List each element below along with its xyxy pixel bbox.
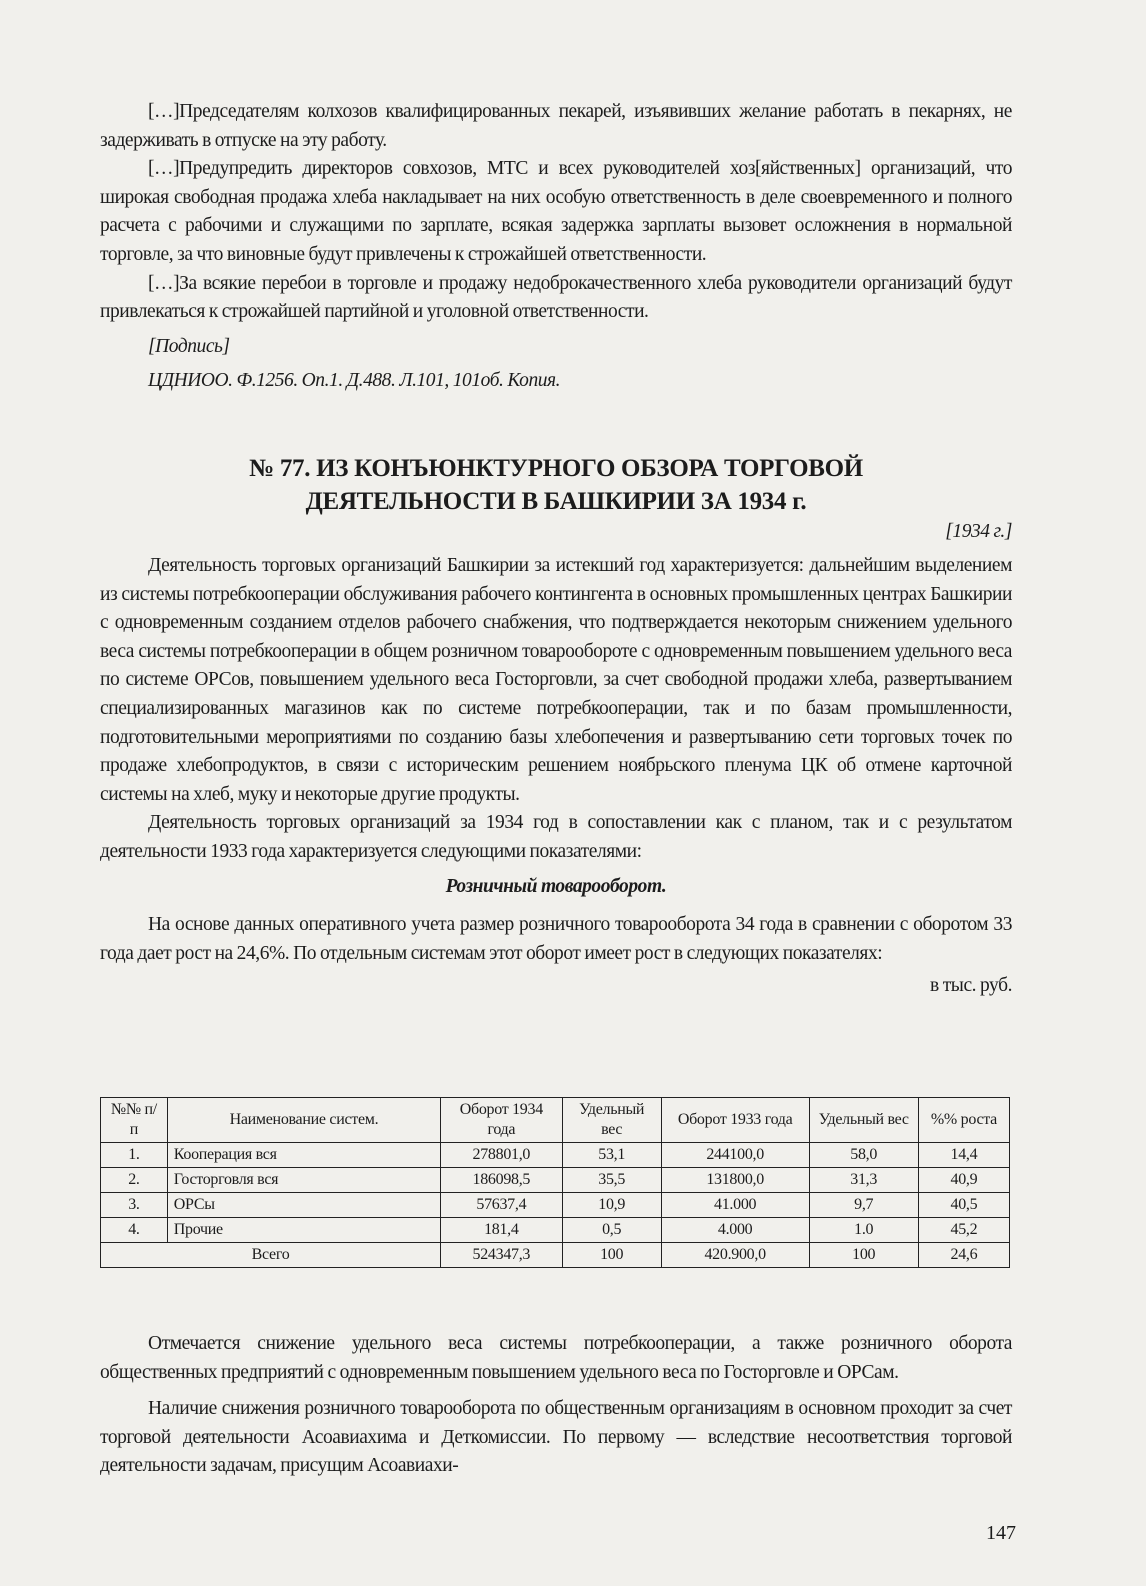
cell: 524347,3 bbox=[441, 1243, 562, 1268]
header-cell: Удельный вес bbox=[562, 1098, 661, 1143]
paragraph: […]Председателям колхозов квалифицированных пекарей, изъявивших желание работать в пекарнях, не задерживать в отпуске на эту работу. bbox=[100, 101, 1012, 151]
table-total-row bbox=[101, 1243, 1010, 1268]
table-header-row bbox=[101, 1098, 1010, 1143]
turnover-table bbox=[100, 1097, 1010, 1268]
cell: 57637,4 bbox=[441, 1193, 562, 1218]
cell: 420.900,0 bbox=[661, 1243, 809, 1268]
table-row bbox=[101, 1168, 1010, 1193]
cell: 31,3 bbox=[809, 1168, 918, 1193]
cell: 100 bbox=[809, 1243, 918, 1268]
paragraph: Отмечается снижение удельного веса системы потребкооперации, а также розничного оборота общественных предприятий с одновременным повышением удельного веса по Госторговле и ОРСам. bbox=[100, 1333, 1012, 1383]
cell: 181,4 bbox=[441, 1218, 562, 1243]
header-cell: Наименование систем. bbox=[167, 1098, 440, 1143]
units-label: в тыс. руб. bbox=[930, 975, 1012, 997]
cell: 2. bbox=[101, 1168, 168, 1193]
cell: Кооперация вся bbox=[167, 1143, 440, 1168]
subheading: Розничный товарооборот. bbox=[445, 875, 667, 897]
header-cell: №№ п/п bbox=[101, 1098, 168, 1143]
cell: 100 bbox=[562, 1243, 661, 1268]
cell: 0,5 bbox=[562, 1218, 661, 1243]
cell: 24,6 bbox=[918, 1243, 1009, 1268]
cell: Госторговля вся bbox=[167, 1168, 440, 1193]
cell: 58,0 bbox=[809, 1143, 918, 1168]
cell: 1. bbox=[101, 1143, 168, 1168]
paragraph: Деятельность торговых организаций за 1934 год в сопоставлении как с планом, так и с результатом деятельности 1933 года характеризуется следующими показателями: bbox=[100, 812, 1012, 862]
heading-line-2: ДЕЯТЕЛЬНОСТИ В БАШКИРИИ ЗА 1934 г. bbox=[305, 488, 807, 515]
header-cell: %% роста bbox=[918, 1098, 1009, 1143]
paragraph: […]Предупредить директоров совхозов, МТС и всех руководителей хоз[яйственных] организаций, что широкая свободная продажа хлеба накладывает на них особую ответственность в деле своевременного и полного расчета с рабочими и служащими по зарплате, всякая задержка зарплаты вызовет осложнения в нормальной торговле, за что виновные будут привлечены к строжайшей ответственности. bbox=[100, 158, 1012, 265]
cell: 40,9 bbox=[918, 1168, 1009, 1193]
paragraph: […]За всякие перебои в торговле и продажу недоброкачественного хлеба руководители организаций будут привлекаться к строжайшей партийной и уголовной ответственности. bbox=[100, 272, 1012, 323]
cell: 45,2 bbox=[918, 1218, 1009, 1243]
cell: Всего bbox=[101, 1243, 441, 1268]
cell: 10,9 bbox=[562, 1193, 661, 1218]
cell: 3. bbox=[101, 1193, 168, 1218]
cell: 186098,5 bbox=[441, 1168, 562, 1193]
cell: 4.000 bbox=[661, 1218, 809, 1243]
paragraph: На основе данных оперативного учета размер розничного товарооборота 34 года в сравнении с оборотом 33 года дает рост на 24,6%. По отдельным системам этот оборот имеет рост в следующих показателях: bbox=[100, 914, 1012, 964]
header-cell: Оборот 1934 года bbox=[441, 1098, 562, 1143]
cell: 278801,0 bbox=[441, 1143, 562, 1168]
cell: 53,1 bbox=[562, 1143, 661, 1168]
table-row bbox=[101, 1143, 1010, 1168]
cell: 4. bbox=[101, 1218, 168, 1243]
header-cell: Удельный вес bbox=[809, 1098, 918, 1143]
header-cell: Оборот 1933 года bbox=[661, 1098, 809, 1143]
body-section bbox=[100, 552, 1012, 1001]
cell: 131800,0 bbox=[661, 1168, 809, 1193]
document-heading bbox=[100, 452, 1012, 547]
paragraph: Наличие снижения розничного товарооборота по общественным организациям в основном проходит за счет торговой деятельности Асоавиахима и Деткомиссии. По первому — вследствие несоответствия торговой деятельности задачам, присущим Асоавиахи- bbox=[100, 1398, 1012, 1477]
document-date: [1934 г.] bbox=[945, 521, 1012, 542]
cell: ОРСы bbox=[167, 1193, 440, 1218]
cell: 41.000 bbox=[661, 1193, 809, 1218]
table-row bbox=[101, 1193, 1010, 1218]
cell: 14,4 bbox=[918, 1143, 1009, 1168]
after-table-section bbox=[100, 1330, 1012, 1481]
cell: 35,5 bbox=[562, 1168, 661, 1193]
cell: 40,5 bbox=[918, 1193, 1009, 1218]
cell: 1.0 bbox=[809, 1218, 918, 1243]
table-row bbox=[101, 1218, 1010, 1243]
archive-reference: ЦДНИОО. Ф.1256. Оп.1. Д.488. Л.101, 101об. Копия. bbox=[148, 370, 561, 392]
page-number: 147 bbox=[986, 1522, 1016, 1544]
cell: 9,7 bbox=[809, 1193, 918, 1218]
cell: Прочие bbox=[167, 1218, 440, 1243]
cell: 244100,0 bbox=[661, 1143, 809, 1168]
heading-line-1: № 77. ИЗ КОНЪЮНКТУРНОГО ОБЗОРА ТОРГОВОЙ bbox=[249, 455, 863, 482]
turnover-table-wrap bbox=[100, 1097, 1012, 1268]
signature: [Подпись] bbox=[148, 335, 230, 357]
top-section bbox=[100, 98, 1012, 396]
paragraph: Деятельность торговых организаций Башкирии за истекший год характеризуется: дальнейшим выделением из системы потребкооперации обслуживания рабочего контингента в основных промышленных центрах Башкирии с одновременным созданием отделов рабочего снабжения, что подтверждается некоторым снижением удельного веса системы потребкооперации в общем розничном товарообороте с одновременным повышением удельного веса по системе ОРСов, повышением удельного веса Госторговли, за счет свободной продажи хлеба, развертыванием специализированных магазинов как по системе потребкооперации, так и по базам промышленности, подготовительными мероприятиями по созданию базы хлебопечения и развертыванию сети торговых точек по продаже хлебопродуктов, в связи с историческим решением ноябрьского пленума ЦК об отмене карточной системы на хлеб, муку и некоторые другие продукты. bbox=[100, 555, 1012, 805]
